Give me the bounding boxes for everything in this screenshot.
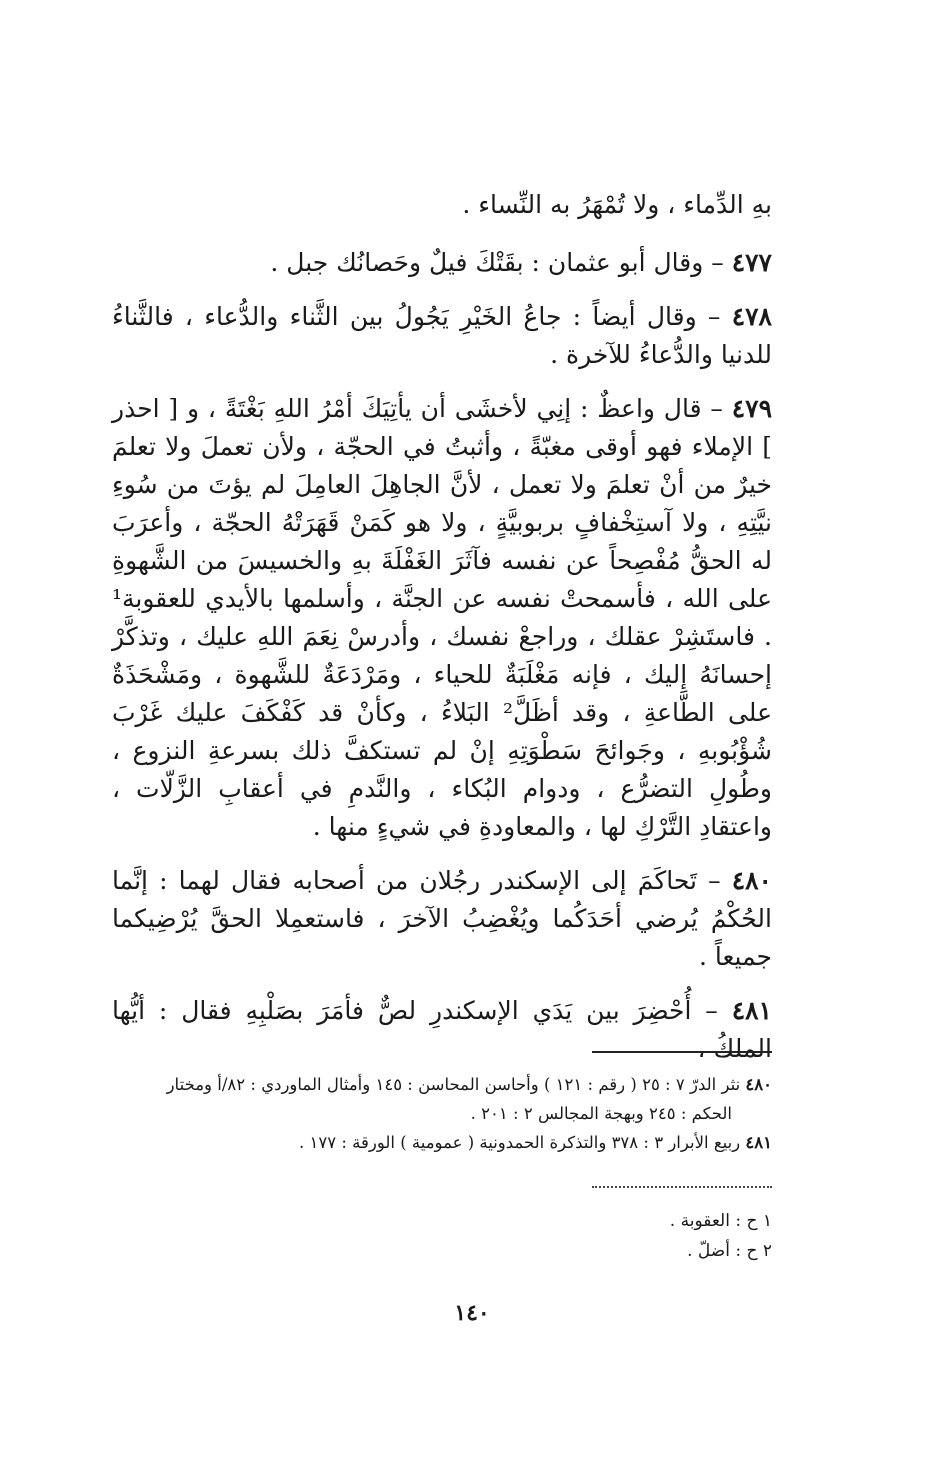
variant-footnotes xyxy=(372,1206,772,1266)
paragraph-number: ٤٧٧ xyxy=(731,248,772,277)
footnote-text: ح : العقوبة . xyxy=(669,1211,758,1231)
source-note-text: نثر الدرّ ٧ : ٢٥ ( رقم : ١٢١ ) وأحاسن المحاسن : ١٤٥ وأمثال الماوردي : ٨٢/أ ومختار xyxy=(166,1075,741,1094)
paragraph-477 xyxy=(112,244,772,282)
paragraph-479 xyxy=(112,390,772,846)
paragraph-text: – قال واعظٌ : إنِي لأخشَى أن يأتِيَكَ أمْرُ اللهِ بَغْتَةً ، و [ احذر ] الإملاء فهو أوقى مغبّةً ، وأثبتُ في الحجّة ، ولأن تعملَ ولا تعلمَ خيرٌ من أنْ تعلمَ ولا تعمل ، لأنَّ الجاهِلَ العامِلَ لم يؤتَ من سُوءِ نيَّتِهِ ، ولا آستِخْفافٍ بربوبيَّةٍ ، ولا هو كَمَنْ قَهَرَتْهُ الحجّة ، وأعرَبَ له الحقُّ مُفْصِحاً عن نفسه فآثَرَ الغَفْلَةَ بهِ والخسيسَ من الشَّهوةِ على الله ، فأسمحتْ نفسه عن الجنَّة ، وأسلمها بالأيدي للعقوبة¹ . فاستَشِرْ عقلك ، وراجعْ نفسك ، وأدرسْ نِعَمَ اللهِ عليك ، وتذكَّرْ إحسانَهُ إليك ، فإنه مَغْلَبَةٌ للحياء ، ومَرْدَعَةٌ للشَّهوة ، ومَشْحَذَةٌ على الطَّاعةِ ، وقد أظَلَّ² البَلاءُ ، وكأنْ قد كَفْكَفَ عليك غَرْبَ شُؤْبُوبهِ ، وجَوائحَ سَطْوَتِهِ إنْ لم تستكفَّ ذلك بسرعةِ النزوع ، وطُولِ التضرُّع ، ودوام البُكاء ، والنَّدمِ في أعقابِ الزَّلّات ، واعتقادِ التَّرْكِ لها ، والمعاودةِ في شيءٍ منها . xyxy=(112,394,772,841)
paragraph-text: – تَحاكَمَ إلى الإسكندر رجُلان من أصحابه فقال لهما : إنَّما الحُكْمُ يُرضي أحَدَكُما ويُغْضِبُ الآخرَ ، فاستعمِلا الحقَّ يُرْضِيكما جميعاً . xyxy=(112,866,772,971)
footnote-1 xyxy=(372,1206,772,1236)
source-note-number: ٤٨٠ xyxy=(745,1075,772,1094)
paragraph-number: ٤٧٨ xyxy=(731,302,772,331)
footnote-separator-dotted xyxy=(592,1186,772,1188)
source-note-number: ٤٨١ xyxy=(745,1133,772,1152)
paragraph-number: ٤٧٩ xyxy=(731,394,773,423)
page-number: ١٤٠ xyxy=(454,1300,490,1326)
source-notes xyxy=(104,1070,772,1157)
source-note-continuation xyxy=(104,1099,772,1128)
paragraph-number: ٤٨١ xyxy=(731,996,772,1025)
main-text xyxy=(112,186,772,1084)
paragraph-text: – أُحْضِرَ بين يَدَي الإسكندرِ لصٌّ فأمَرَ بصَلْبِهِ فقال : أيُّها الملكُ ، xyxy=(112,996,772,1063)
footnote-number: ٢ xyxy=(762,1241,772,1261)
paragraph-481 xyxy=(112,992,772,1068)
paragraph-480 xyxy=(112,862,772,976)
footnote-number: ١ xyxy=(762,1211,772,1231)
source-note-text: ربيع الأبرار ٣ : ٣٧٨ والتذكرة الحمدونية ( عمومية ) الورقة : ١٧٧ . xyxy=(298,1133,741,1152)
footnote-text: ح : أضلّ . xyxy=(687,1241,758,1261)
paragraph-text: – وقال أيضاً : جاعُ الخَيْرِ يَجُولُ بين الثَّناء والدُّعاء ، فالثَّناءُ للدنيا والدُّعاءُ للآخرة . xyxy=(112,302,772,369)
source-note-481 xyxy=(104,1128,772,1157)
source-note-480 xyxy=(104,1070,772,1099)
paragraph-478 xyxy=(112,298,772,374)
footnote-separator-solid xyxy=(592,1051,772,1053)
paragraph-number: ٤٨٠ xyxy=(731,866,772,895)
paragraph-text: بهِ الدِّماء ، ولا تُمْهَرُ به النِّساء . xyxy=(462,190,772,219)
source-note-text: الحكم : ٢٤٥ وبهجة المجالس ٢ : ٢٠١ . xyxy=(470,1104,732,1123)
footnote-2 xyxy=(372,1236,772,1266)
paragraph-text: – وقال أبو عثمان : بقَتْكَ فيلٌ وحَصانُك جبل . xyxy=(270,248,724,277)
paragraph-continuation xyxy=(112,186,772,224)
